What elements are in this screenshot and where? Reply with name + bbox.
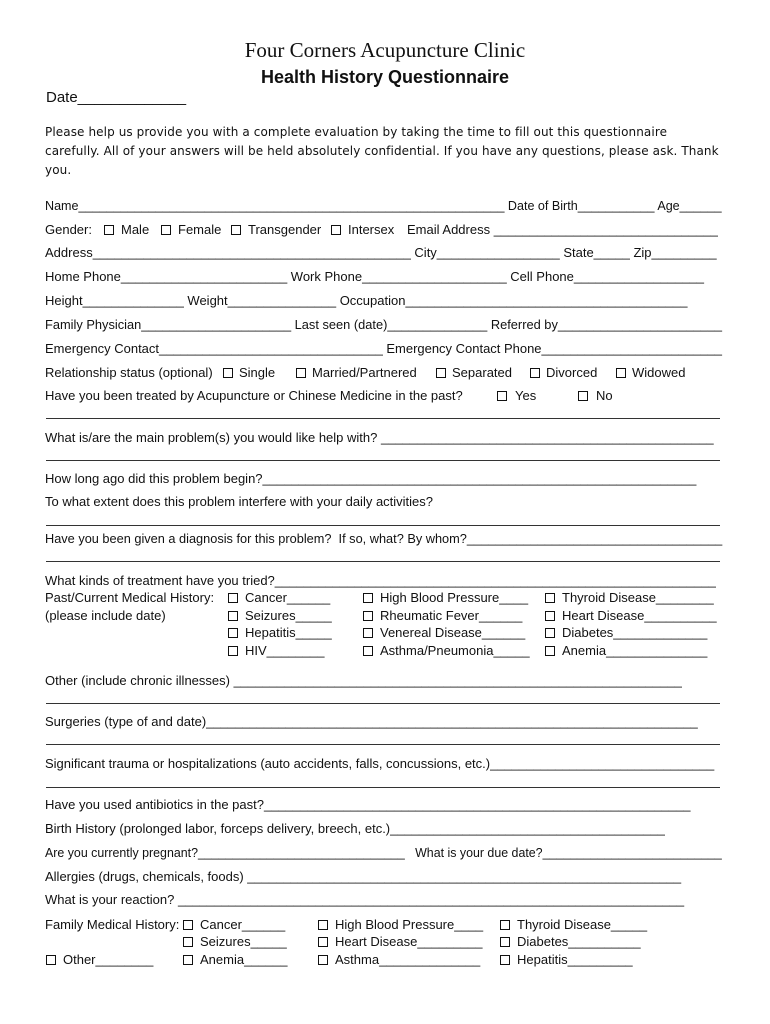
gender-label: Gender: [45,222,92,237]
treatments-row[interactable]: What kinds of treatment have you tried?_____________________________________________________________ [45,573,716,588]
rel-single-checkbox[interactable] [223,368,233,378]
med-diabetes-checkbox[interactable] [545,628,555,638]
how-long-row[interactable]: How long ago did this problem begin?____________________________________________________________ [45,471,697,486]
fam-cancer-checkbox[interactable] [183,920,193,930]
fam-other-label: Other________ [63,952,154,967]
gender-female-checkbox[interactable] [161,225,171,235]
fam-heart-disease-label: Heart Disease_________ [335,934,483,949]
med-venereal-disease-checkbox[interactable] [363,628,373,638]
answer-line[interactable] [46,460,720,461]
med-cancer-label: Cancer______ [245,590,331,605]
med-anemia-checkbox[interactable] [545,646,555,656]
rel-single-label: Single [239,365,276,380]
main-problem-row[interactable]: What is/are the main problem(s) you would like help with? ______________________________________________ [45,430,714,445]
pregnant-row[interactable]: Are you currently pregnant?______________________________ What is your due date?__________________________ [45,845,722,860]
date-field[interactable]: Date_____________ [46,89,187,106]
med-hepatitis-checkbox[interactable] [228,628,238,638]
antibiotics-row[interactable]: Have you used antibiotics in the past?___________________________________________________________ [45,797,691,812]
med-venereal-disease-label: Venereal Disease______ [380,625,526,640]
med-rheumatic-fever-label: Rheumatic Fever______ [380,608,523,623]
rel-widowed-label: Widowed [632,365,686,380]
med-rheumatic-fever-checkbox[interactable] [363,611,373,621]
interfere-question: To what extent does this problem interfere with your daily activities? [45,494,434,509]
answer-line[interactable] [46,561,720,562]
med-heart-disease-checkbox[interactable] [545,611,555,621]
gender-intersex-label: Intersex [348,222,395,237]
answer-line[interactable] [46,418,720,419]
rel-separated-checkbox[interactable] [436,368,446,378]
fam-seizures-label: Seizures_____ [200,934,287,949]
fam-seizures-checkbox[interactable] [183,937,193,947]
fam-other-checkbox[interactable] [46,955,56,965]
med-thyroid-label: Thyroid Disease________ [562,590,714,605]
treated-yes-label: Yes [515,388,537,403]
birth-history-row[interactable]: Birth History (prolonged labor, forceps delivery, breech, etc.)______________________________________ [45,821,665,836]
treated-yes-checkbox[interactable] [497,391,507,401]
relationship-label: Relationship status (optional) [45,365,213,380]
gender-intersex-checkbox[interactable] [331,225,341,235]
answer-line[interactable] [46,525,720,526]
fam-diabetes-label: Diabetes__________ [517,934,641,949]
med-high-blood-pressure-checkbox[interactable] [363,593,373,603]
emergency-contact-row[interactable]: Emergency Contact_______________________________ Emergency Contact Phone_________________________ [45,341,723,356]
height-weight-row[interactable]: Height______________ Weight_______________ Occupation_______________________________________ [45,293,688,308]
med-hepatitis-label: Hepatitis_____ [245,625,332,640]
phone-row[interactable]: Home Phone_______________________ Work Phone____________________ Cell Phone__________________ [45,269,705,284]
medical-history-label: Past/Current Medical History: [45,590,215,605]
clinic-name: Four Corners Acupuncture Clinic [244,38,526,62]
fam-high-blood-pressure-label: High Blood Pressure____ [335,917,484,932]
medical-history-sublabel: (please include date) [45,608,166,623]
treated-no-label: No [596,388,613,403]
med-asthma-label: Asthma/Pneumonia_____ [380,643,530,658]
med-diabetes-label: Diabetes_____________ [562,625,708,640]
fam-asthma-checkbox[interactable] [318,955,328,965]
treated-question: Have you been treated by Acupuncture or Chinese Medicine in the past? [45,388,463,403]
rel-widowed-checkbox[interactable] [616,368,626,378]
family-history-label: Family Medical History: [45,917,180,932]
fam-asthma-label: Asthma______________ [335,952,481,967]
med-asthma-checkbox[interactable] [363,646,373,656]
fam-anemia-label: Anemia______ [200,952,288,967]
surgeries-row[interactable]: Surgeries (type of and date)____________________________________________________________________ [45,714,698,729]
med-seizures-label: Seizures_____ [245,608,332,623]
fam-heart-disease-checkbox[interactable] [318,937,328,947]
other-illnesses-row[interactable]: Other (include chronic illnesses) ______________________________________________________________ [45,673,682,688]
med-high-blood-pressure-label: High Blood Pressure____ [380,590,529,605]
answer-line[interactable] [46,744,720,745]
rel-divorced-checkbox[interactable] [530,368,540,378]
answer-line[interactable] [46,703,720,704]
med-hiv-checkbox[interactable] [228,646,238,656]
fam-diabetes-checkbox[interactable] [500,937,510,947]
fam-hepatitis-label: Hepatitis_________ [517,952,633,967]
rel-separated-label: Separated [452,365,512,380]
form-title: Health History Questionnaire [260,67,510,87]
gender-female-label: Female [178,222,222,237]
treated-no-checkbox[interactable] [578,391,588,401]
med-heart-disease-label: Heart Disease__________ [562,608,717,623]
intro-paragraph: Please help us provide you with a complete evaluation by taking the time to fill out this questionnaire carefully. All of your answers will be held absolutely confidential. If you have any questions, please ask. Thank you. [45,125,719,177]
fam-hepatitis-checkbox[interactable] [500,955,510,965]
allergies-row[interactable]: Allergies (drugs, chemicals, foods) ____________________________________________________________ [45,869,682,884]
rel-married-label: Married/Partnered [312,365,417,380]
diagnosis-row[interactable]: Have you been given a diagnosis for this problem? If so, what? By whom?____________________________________ [45,531,723,546]
fam-thyroid-checkbox[interactable] [500,920,510,930]
rel-divorced-label: Divorced [546,365,598,380]
email-field[interactable]: Email Address _______________________________ [407,222,718,237]
fam-cancer-label: Cancer______ [200,917,286,932]
gender-male-checkbox[interactable] [104,225,114,235]
rel-married-checkbox[interactable] [296,368,306,378]
fam-anemia-checkbox[interactable] [183,955,193,965]
name-row[interactable]: Name_____________________________________________________________ Date of Birth___________ Age______ [45,198,722,213]
med-hiv-label: HIV________ [245,643,325,658]
gender-transgender-checkbox[interactable] [231,225,241,235]
gender-male-label: Male [121,222,150,237]
trauma-row[interactable]: Significant trauma or hospitalizations (auto accidents, falls, concussions, etc.)_______________________________ [45,756,715,771]
fam-thyroid-label: Thyroid Disease_____ [517,917,648,932]
med-thyroid-checkbox[interactable] [545,593,555,603]
answer-line[interactable] [46,787,720,788]
gender-transgender-label: Transgender [248,222,322,237]
fam-high-blood-pressure-checkbox[interactable] [318,920,328,930]
physician-row[interactable]: Family Physician_____________________ Last seen (date)______________ Referred by_______________________ [45,317,722,332]
med-seizures-checkbox[interactable] [228,611,238,621]
med-anemia-label: Anemia______________ [562,643,708,658]
reaction-row[interactable]: What is your reaction? ______________________________________________________________________ [45,892,685,907]
address-row[interactable]: Address____________________________________________ City_________________ State_____ Zip_________ [45,245,717,260]
med-cancer-checkbox[interactable] [228,593,238,603]
